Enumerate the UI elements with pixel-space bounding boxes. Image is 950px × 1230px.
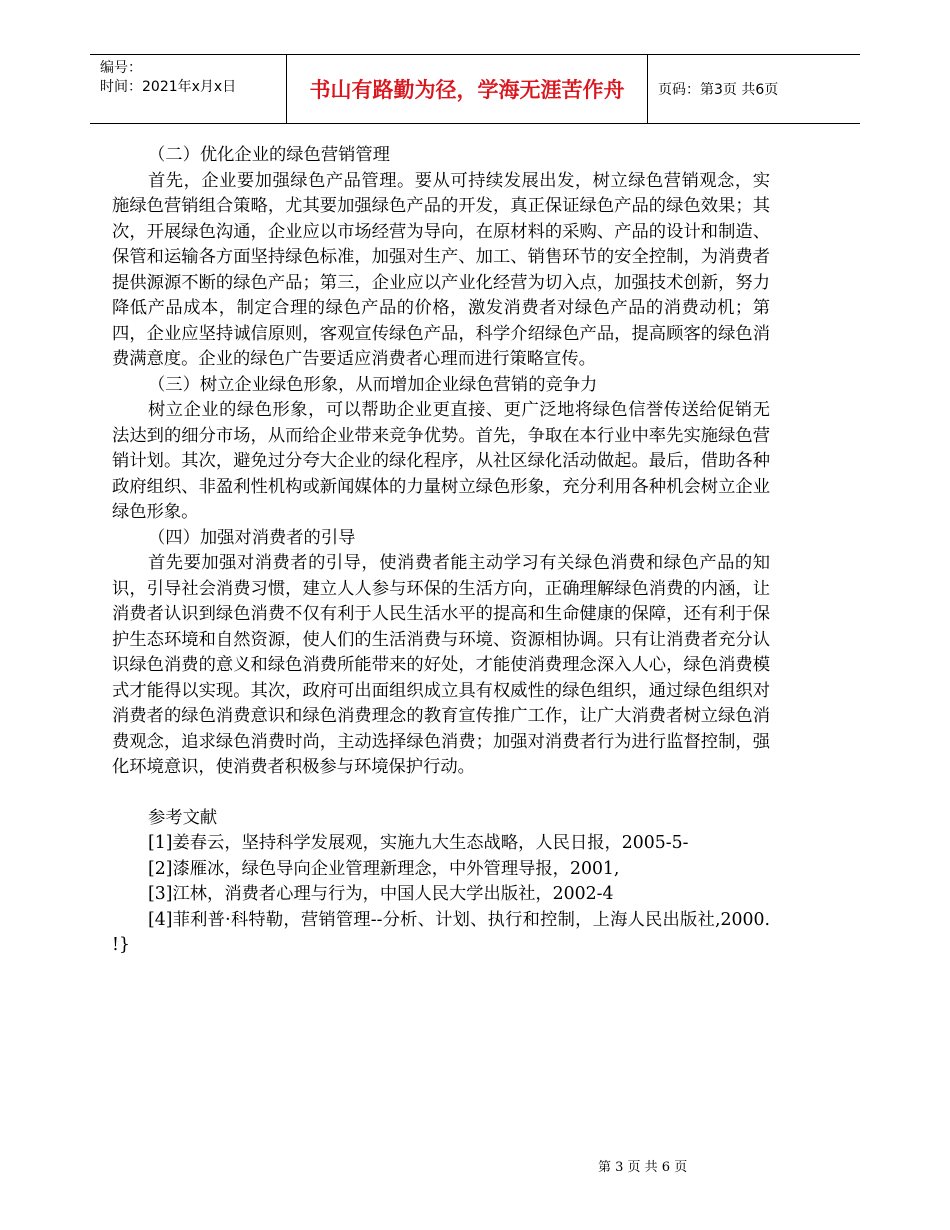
- document-body: [112, 143, 770, 959]
- serial-number-label: 编号：: [100, 60, 142, 76]
- section-heading: （二）优化企业的绿色营销管理: [148, 145, 390, 165]
- section-paragraph: 首先，企业要加强绿色产品管理。要从可持续发展出发，树立绿色营销观念，实施绿色营销组合策略，尤其要加强绿色产品的开发，真正保证绿色产品的绿色效果；其次，开展绿色沟通，企业应以市场经营为导向，在原材料的采购、产品的设计和制造、保管和运输各方面坚持绿色标准，加强对生产、加工、销售环节的安全控制，为消费者提供源源不断的绿色产品；第三，企业应以产业化经营为切入点，加强技术创新，努力降低产品成本，制定合理的绿色产品的价格，激发消费者对绿色产品的消费动机；第四，企业应坚持诚信原则，客观宣传绿色产品，科学介绍绿色产品，提高顾客的绿色消费满意度。企业的绿色广告要适应消费者心理而进行策略宣传。: [112, 170, 770, 369]
- section-heading: （四）加强对消费者的引导: [148, 527, 356, 548]
- page-footer: 第 3 页 共 6 页: [598, 1160, 688, 1175]
- header-meta: [100, 59, 290, 97]
- section-paragraph: 树立企业的绿色形象，可以帮助企业更直接、更广泛地将绿色信誉传送给促销无法达到的细分市场，从而给企业带来竞争优势。首先，争取在本行业中率先实施绿色营销计划。其次，避免过分夸大企业的绿化程序，从社区绿化活动做起。最后，借助各种政府组织、非盈利性机构或新闻媒体的力量树立绿色形象，充分利用各种机会树立企业绿色形象。: [112, 400, 770, 522]
- header-motto: 书山有路勤为径，学海无涯苦作舟: [286, 55, 648, 123]
- reference-item: [3]江林，消费者心理与行为，中国人民大学出版社，2002-4: [148, 884, 614, 904]
- references-title: 参考文献: [148, 807, 218, 828]
- section-paragraph: 首先要加强对消费者的引导，使消费者能主动学习有关绿色消费和绿色产品的知识，引导社会消费习惯，建立人人参与环保的生活方向，正确理解绿色消费的内涵，让消费者认识到绿色消费不仅有利于人民生活水平的提高和生命健康的保障，还有利于保护生态环境和自然资源，使人们的生活消费与环境、资源相协调。只有让消费者充分认识绿色消费的意义和绿色消费所能带来的好处，才能使消费理念深入人心，绿色消费模式才能得以实现。其次，政府可出面组织成立具有权威性的绿色组织，通过绿色组织对消费者的绿色消费意识和绿色消费理念的教育宣传推广工作，让广大消费者树立绿色消费观念，追求绿色消费时尚，主动选择绿色消费；加强对消费者行为进行监督控制，强化环境意识，使消费者积极参与环境保护行动。: [112, 553, 770, 777]
- time-label: 时间：2021年x月x日: [100, 79, 237, 95]
- reference-item: [4]菲利普·科特勒，营销管理--分析、计划、执行和控制，上海人民出版社,2000. !}: [112, 909, 770, 955]
- section-heading: （三）树立企业绿色形象，从而增加企业绿色营销的竞争力: [148, 374, 598, 395]
- page-header: [90, 54, 860, 124]
- header-page-info: 页码：第3页 共6页: [658, 82, 779, 98]
- reference-item: [2]漆雁冰，绿色导向企业管理新理念，中外管理导报，2001,: [148, 858, 620, 879]
- reference-item: [1]姜春云，坚持科学发展观，实施九大生态战略，人民日报，2005-5-: [148, 833, 689, 853]
